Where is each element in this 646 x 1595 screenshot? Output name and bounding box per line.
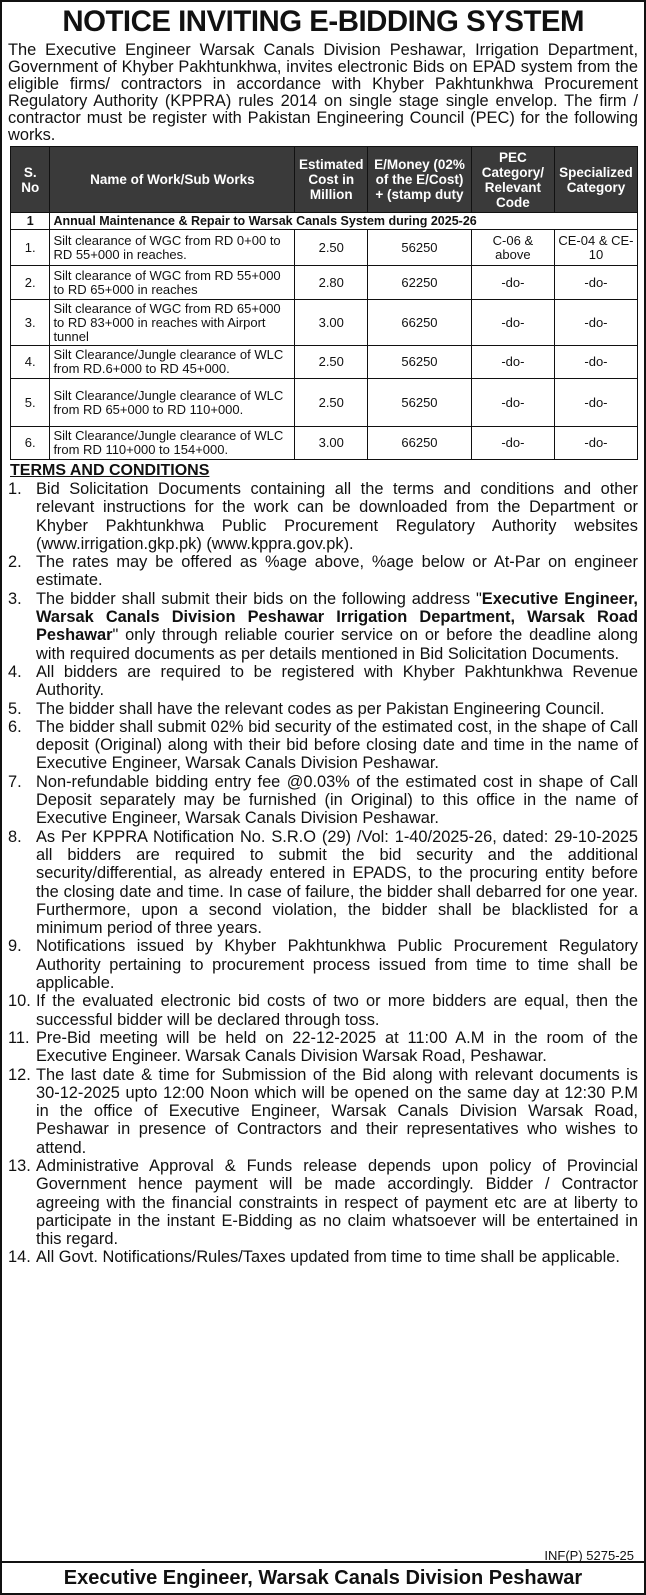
term-text: [36, 590, 638, 663]
term-number: 1.: [8, 480, 22, 498]
row-special: CE-04 & CE-10: [554, 230, 637, 266]
header-special: Specialized Category: [554, 147, 637, 213]
row-special: -do-: [554, 300, 637, 346]
term-text-part: The bidder shall submit their bids on the following address ": [36, 589, 482, 608]
term-number: 7.: [8, 772, 22, 791]
term-text: [36, 1029, 638, 1066]
term-text: [36, 1157, 638, 1248]
row-work-name: Silt clearance of WGC from RD 65+000 to RD 83+000 in reaches with Airport tunnel: [50, 300, 295, 346]
term-text: [36, 937, 638, 992]
row-money: 66250: [368, 427, 472, 460]
header-pec: PEC Category/ Relevant Code: [471, 147, 554, 213]
term-item: [8, 553, 638, 590]
row-pec: C-06 & above: [471, 230, 554, 266]
page-title: NOTICE INVITING E-BIDDING SYSTEM: [62, 5, 584, 38]
table-row: [11, 266, 638, 300]
term-text: [36, 992, 638, 1029]
table-row: [11, 379, 638, 427]
group-no: 1: [11, 213, 50, 230]
header-sno: S. No: [11, 147, 50, 213]
term-number: 2.: [8, 553, 22, 572]
row-cost: 2.50: [295, 230, 368, 266]
inf-code: INF(P) 5275-25: [544, 1548, 634, 1563]
term-text-part: Non-refundable bidding entry fee @0.03% of the estimated cost in shape of Call Deposit separately may be furnished (in Original) to this office in the name of Executive Engineer, Warsak Canals Division Peshawar.: [36, 772, 638, 828]
header-money: E/Money (02% of the E/Cost) + (stamp duty: [368, 147, 472, 213]
term-number: 6.: [8, 717, 22, 736]
term-number: 8.: [8, 827, 22, 846]
term-text: [36, 1248, 638, 1266]
row-cost: 3.00: [295, 300, 368, 346]
table-row: [11, 230, 638, 266]
term-text-part: Administrative Approval & Funds release depends upon policy of Provincial Government hence payment will be made accordingly. Bidder / Contractor agreeing with the financial constraints in respect of payment etc are at liberty to participate in the instant E-Bidding as no claim whatsoever will be entertained in this regard.: [36, 1156, 638, 1249]
row-money: 56250: [368, 379, 472, 427]
row-money: 56250: [368, 346, 472, 379]
table-group-row: [11, 213, 638, 230]
term-item: [8, 480, 638, 553]
row-sno: 6.: [11, 427, 50, 460]
row-pec: -do-: [471, 379, 554, 427]
term-item: [8, 663, 638, 700]
term-text: [36, 700, 638, 718]
row-work-name: Silt Clearance/Jungle clearance of WLC from RD 110+000 to 154+000.: [50, 427, 295, 460]
term-text-part: Notifications issued by Khyber Pakhtunkhwa Public Procurement Regulatory Authority pertaining to procurement process issued from time to time shall be applicable.: [36, 937, 638, 993]
terms-list: [2, 480, 644, 1267]
term-text-part: All Govt. Notifications/Rules/Taxes updated from time to time shall be applicable.: [36, 1248, 620, 1267]
row-special: -do-: [554, 379, 637, 427]
row-cost: 2.80: [295, 266, 368, 300]
term-number: 3.: [8, 589, 22, 608]
row-work-name: Silt clearance of WGC from RD 0+00 to RD 55+000 in reaches.: [50, 230, 295, 266]
group-title: Annual Maintenance & Repair to Warsak Canals System during 2025-26: [50, 213, 638, 230]
term-number: 5.: [8, 699, 22, 718]
footer-signature: Executive Engineer, Warsak Canals Division Peshawar: [63, 1566, 583, 1589]
term-number: 11.: [8, 1028, 30, 1047]
term-item: [8, 937, 638, 992]
term-number: 12.: [8, 1065, 31, 1084]
term-item: [8, 718, 638, 773]
term-text: [36, 718, 638, 773]
table-row: [11, 427, 638, 460]
term-item: [8, 828, 638, 938]
term-number: 4.: [8, 662, 22, 681]
term-text-part: If the evaluated electronic bid costs of two or more bidders are equal, then the successful bidder will be declared through toss.: [36, 992, 638, 1029]
works-table: [10, 146, 638, 460]
row-money: 66250: [368, 300, 472, 346]
term-item: [8, 1157, 638, 1248]
term-number: 14.: [8, 1248, 31, 1267]
row-pec: -do-: [471, 300, 554, 346]
term-text-part: All bidders are required to be registered with Khyber Pakhtunkhwa Revenue Authority.: [36, 662, 638, 700]
term-text-part: Pre-Bid meeting will be held on 22-12-2025 at 11:00 A.M in the room of the Executive Engineer. Warsak Canals Division Warsak Road, Peshawar.: [36, 1028, 638, 1066]
row-pec: -do-: [471, 266, 554, 300]
row-pec: -do-: [471, 346, 554, 379]
term-item: [8, 992, 638, 1029]
term-number: 13.: [8, 1156, 31, 1175]
term-number: 9.: [8, 937, 22, 956]
term-item: [8, 1248, 638, 1266]
row-work-name: Silt Clearance/Jungle clearance of WLC from RD.6+000 to RD 45+000.: [50, 346, 295, 379]
term-number: 10.: [8, 992, 31, 1011]
row-sno: 1.: [11, 230, 50, 266]
term-text: [36, 828, 638, 938]
term-item: [8, 1066, 638, 1157]
term-text-part: The rates may be offered as %age above, %age below or At-Par on engineer estimate.: [36, 553, 638, 590]
table-header-row: [11, 147, 638, 213]
title-bar: [2, 2, 644, 42]
row-sno: 3.: [11, 300, 50, 346]
term-text: [36, 773, 638, 828]
term-text: [36, 663, 638, 700]
footer-bar: [2, 1561, 644, 1593]
table-row: [11, 346, 638, 379]
row-cost: 2.50: [295, 346, 368, 379]
header-cost: Estimated Cost in Million: [295, 147, 368, 213]
row-cost: 3.00: [295, 427, 368, 460]
term-text: [36, 1066, 638, 1157]
intro-paragraph: The Executive Engineer Warsak Canals Division Peshawar, Irrigation Department, Government of Khyber Pakhtunkhwa, invites electronic Bids on EPAD system from the eligible firms/ contractors in accordance with Khyber Pakhtunkhwa Procurement Regulatory Authority (KPPRA) rules 2014 on single stage single envelop. The firm / contractor must be register with Pakistan Engineering Council (PEC) for the following works.: [8, 41, 638, 144]
term-text: [36, 480, 638, 553]
term-item: [8, 590, 638, 663]
row-work-name: Silt clearance of WGC from RD 55+000 to RD 65+000 in reaches: [50, 266, 295, 300]
header-name: Name of Work/Sub Works: [50, 147, 295, 213]
term-text-part: As Per KPPRA Notification No. S.R.O (29) /Vol: 1-40/2025-26, dated: 29-10-2025 all bidders are required to submit the bid security and the additional security/differential, as already entered in EPADS, to the procuring entity before the closing date and time. In case of failure, the bidder shall debarred for one year. Furthermore, upon a second violation, the bidder shall be blacklisted for a minimum period of three years.: [36, 827, 638, 938]
row-work-name: Silt Clearance/Jungle clearance of WLC from RD 65+000 to RD 110+000.: [50, 379, 295, 427]
term-text-part: The bidder shall have the relevant codes as per Pakistan Engineering Council.: [36, 699, 605, 718]
term-text-part: Executive Engineer, Warsak Canals Division Peshawar Irrigation Department, Warsak Road Peshawar: [36, 589, 638, 645]
row-cost: 2.50: [295, 379, 368, 427]
term-text-part: The bidder shall submit 02% bid security of the estimated cost, in the shape of Call deposit (Original) along with their bid before closing date and time in the name of Executive Engineer, Warsak Canals Division Peshawar.: [36, 717, 638, 773]
row-sno: 4.: [11, 346, 50, 379]
row-special: -do-: [554, 346, 637, 379]
term-item: [8, 1029, 638, 1066]
row-sno: 5.: [11, 379, 50, 427]
term-text: [36, 553, 638, 590]
row-special: -do-: [554, 427, 637, 460]
term-item: [8, 773, 638, 828]
row-money: 56250: [368, 230, 472, 266]
term-item: [8, 700, 638, 718]
row-special: -do-: [554, 266, 637, 300]
term-text-part: The last date & time for Submission of the Bid along with relevant documents is 30-12-2025 upto 12:00 Noon which will be opened on the same day at 12:30 P.M in the office of Executive Engineer, Warsak Canals Division Warsak Road, Peshawar in presence of Contractors and their representatives who wishes to attend.: [36, 1065, 638, 1157]
term-text-part: Bid Solicitation Documents containing all the terms and conditions and other relevant instructions for the work can be downloaded from the Department or Khyber Pakhtunkhwa Public Procurement Regulatory Authority websites (www.irrigation.gkp.pk) (www.kppra.gov.pk).: [36, 480, 638, 553]
row-pec: -do-: [471, 427, 554, 460]
term-text-part: " only through reliable courier service on or before the deadline along with required documents as per details mentioned in Bid Solicitation Documents.: [36, 626, 638, 663]
table-row: [11, 300, 638, 346]
row-sno: 2.: [11, 266, 50, 300]
terms-heading: TERMS AND CONDITIONS: [10, 462, 210, 479]
row-money: 62250: [368, 266, 472, 300]
